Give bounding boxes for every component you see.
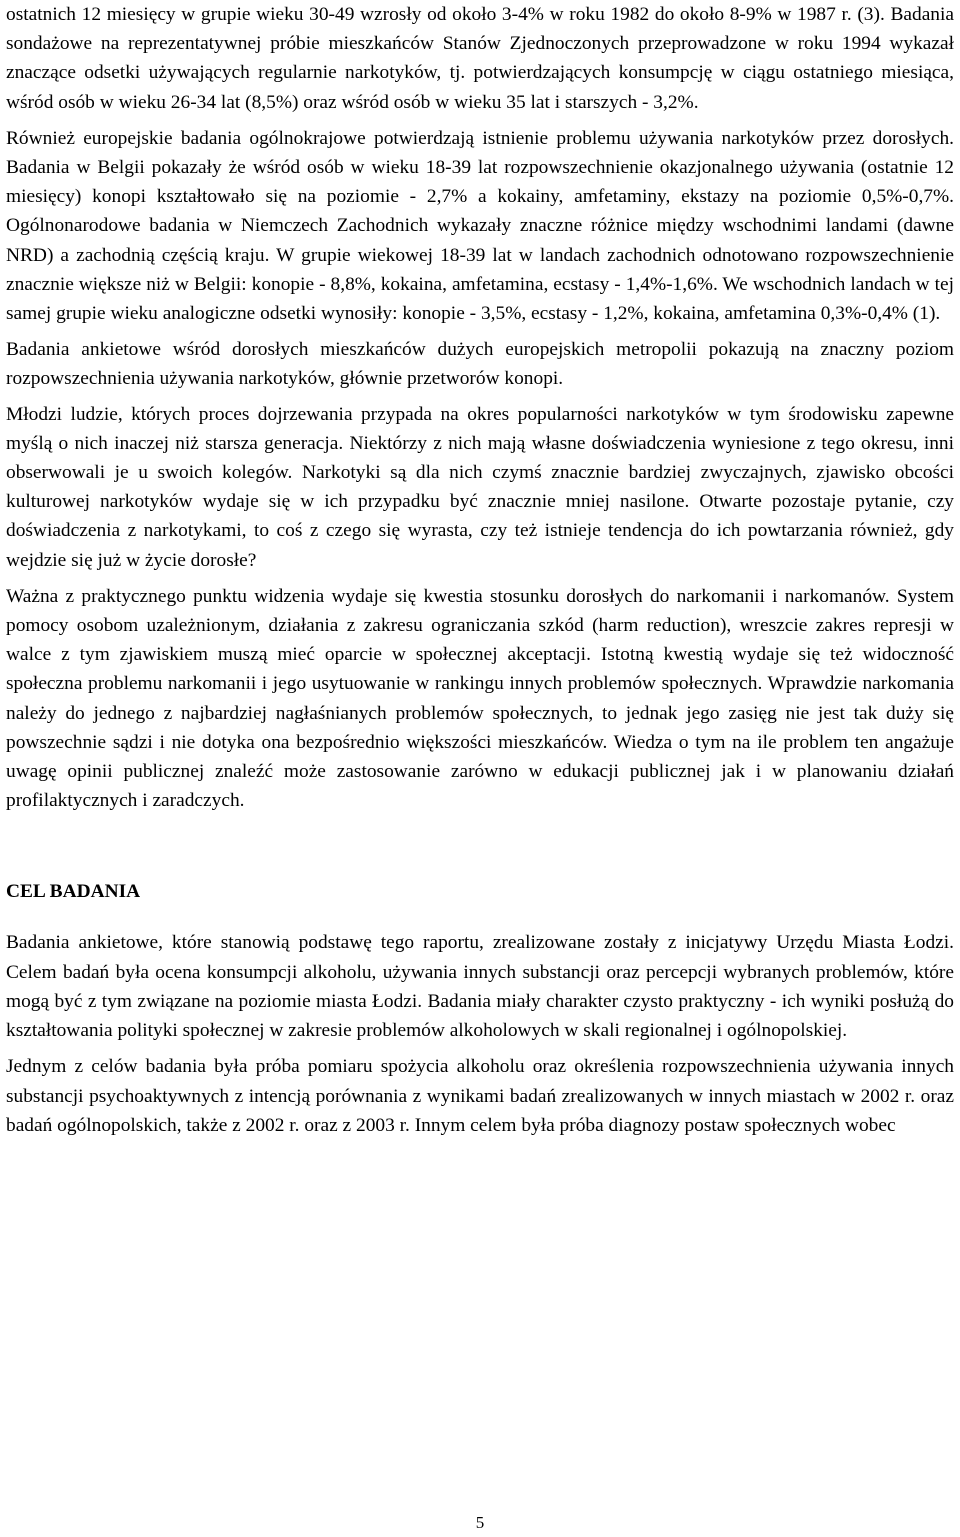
paragraph-youth: Młodzi ludzie, których proces dojrzewania przypada na okres popularności narkotyków w tym środowisku zapewne myślą o nich inaczej niż starsza generacja. Niektórzy z nich mają własne doświadczenia wyniesione z tego okresu, inni obserwowali je u swoich kolegów. Narkotyki są dla nich czymś znacznie bardziej zwyczajnych, zjawisko obcości kulturowej narkotyków wydaje się w ich przypadku być znacznie mniej nasilone. Otwarte pozostaje pytanie, czy doświadczenia z narkotykami, to coś z czego się wyrasta, czy też istnieje tendencja do ich powtarzania również, gdy wejdzie się już w życie dorosłe?	[6, 403, 954, 571]
page-number: 5	[475, 1513, 485, 1532]
section-heading: CEL BADANIA	[6, 881, 141, 903]
paragraph-important: Ważna z praktycznego punktu widzenia wydaje się kwestia stosunku dorosłych do narkomanii i narkomanów. System pomocy osobom uzależnionym, działania z zakresu ograniczania szkód (harm reduction), wreszcie zakres represji w walce z tym zjawiskiem muszą mieć oparcie w społecznej akceptacji. Istotną kwestią wydaje się też widoczność społeczna problemu narkomanii i jego usytuowanie w rankingu innych problemów społecznych. Wprawdzie narkomania należy do jednego z najbardziej nagłaśnianych problemów społecznych, to jednak jego zasięg nie jest tak duży się powszechnie sądzi i nie dotyka ona bezpośrednio większości mieszkańców. Wiedza o tym na ile problem ten angażuje uwagę opinii publicznej znaleźć może zastosowanie zarówno w edukacji publicznej jak i w planowaniu działań profilaktycznych i zaradczych.	[6, 585, 954, 812]
paragraph-aim-1: Badania ankietowe, które stanowią podstawę tego raportu, zrealizowane zostały z inicjatywy Urzędu Miasta Łodzi. Celem badań była ocena konsumpcji alkoholu, używania innych substancji oraz percepcji wybranych problemów, które mogą być z tym związane na poziomie miasta Łodzi. Badania miały charakter czysto praktyczny - ich wyniki posłużą do kształtowania polityki społecznej w zakresie problemów alkoholowych w skali regionalnej i ogólnopolskiej.	[6, 932, 954, 1042]
paragraph-europe: Również europejskie badania ogólnokrajowe potwierdzają istnienie problemu używania narkotyków przez dorosłych. Badania w Belgii pokazały że wśród osób w wieku 18-39 lat rozpowszechnienie okazjonalnego używania (ostatnie 12 miesięcy) konopi kształtowało się na poziomie - 2,7% a kokainy, amfetaminy, ekstazy na poziomie 0,5%-0,7%. Ogólnonarodowe badania w Niemczech Zachodnich wykazały znaczne różnice między wschodnimi landami (dawne NRD) a zachodnią częścią kraju. W grupie wiekowej 18-39 lat w landach zachodnich odnotowano rozpowszechnienie znacznie większe niż w Belgii: konopie - 8,8%, kokaina, amfetamina, ecstasy - 1,4%-1,6%. We wschodnich landach w tej samej grupie wieku analogiczne odsetki wynosiły: konopie - 3,5%, ecstasy - 1,2%, kokaina, amfetamina 0,3%-0,4% (1).	[6, 127, 954, 325]
paragraph-survey: Badania ankietowe wśród dorosłych mieszkańców dużych europejskich metropolii pokazują na znaczny poziom rozpowszechnienia używania narkotyków, głównie przetworów konopi.	[6, 339, 954, 390]
paragraph-aim-2: Jednym z celów badania była próba pomiaru spożycia alkoholu oraz określenia rozpowszechnienia używania innych substancji psychoaktywnych z intencją porównania z wynikami badań zrealizowanych w innych miastach w 2002 r. oraz badań ogólnopolskich, także z 2002 r. oraz z 2003 r. Innym celem była próba diagnozy postaw społecznych wobec	[6, 1056, 954, 1136]
document-page	[6, 0, 954, 1140]
paragraph-intro: ostatnich 12 miesięcy w grupie wieku 30-49 wzrosły od około 3-4% w roku 1982 do około 8-9% w 1987 r. (3). Badania sondażowe na reprezentatywnej próbie mieszkańców Stanów Zjednoczonych przeprowadzone w roku 1994 wykazał znaczące odsetki używających regularnie narkotyków, tj. potwierdzających konsumpcję w ciągu ostatniego miesiąca, wśród osób w wieku 26-34 lat (8,5%) oraz wśród osób w wieku 35 lat i starszych - 3,2%.	[6, 4, 954, 113]
